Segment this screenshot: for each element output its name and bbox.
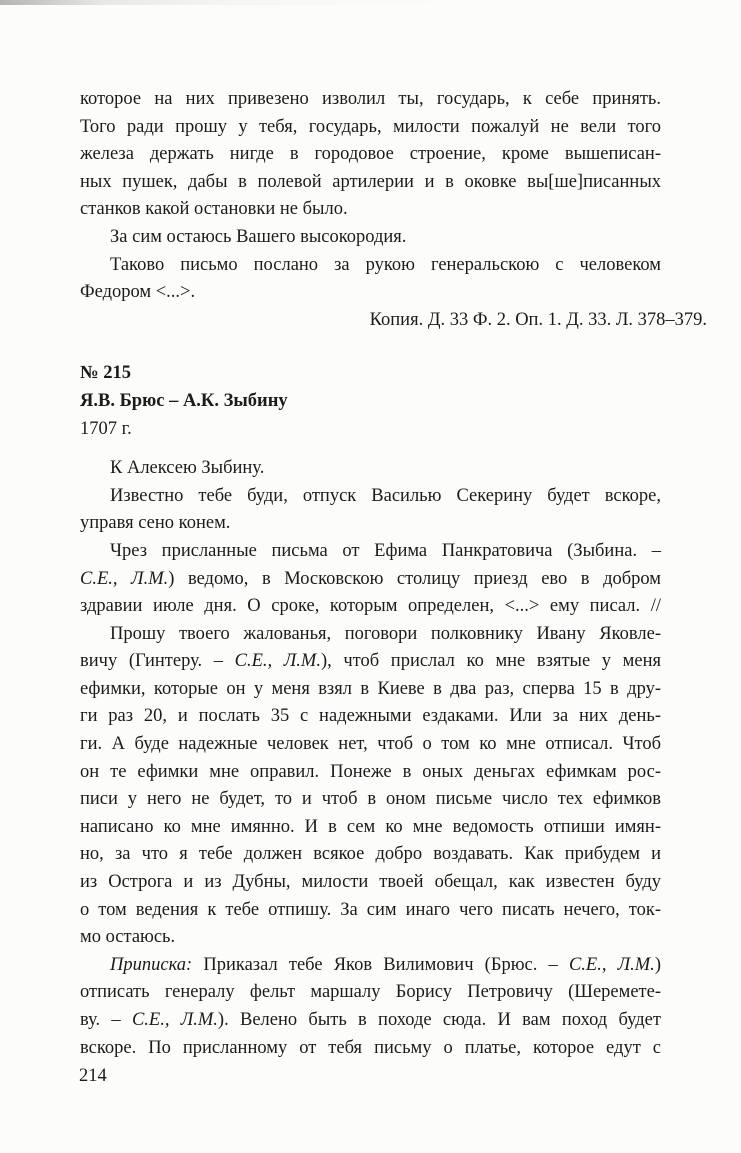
paragraph-chrez	[80, 538, 661, 621]
text-segment: отписать генералу фельт маршалу Борису Петровичу (Шеремете-	[80, 982, 661, 1003]
text-line	[80, 416, 661, 444]
text-line	[80, 510, 661, 538]
document-heading	[80, 360, 661, 443]
italic-text-segment: С.Е., Л.М.	[568, 954, 655, 975]
archive-reference	[80, 307, 707, 335]
italic-text-segment: Приписка:	[110, 954, 193, 975]
text-line	[80, 455, 661, 483]
text-line	[80, 648, 661, 676]
text-line	[80, 869, 661, 897]
text-line	[80, 86, 661, 114]
text-line	[80, 593, 661, 621]
italic-text-segment: С.Е., Л.М.	[80, 568, 169, 589]
text-line	[80, 566, 661, 594]
text-segment: вскоре. По присланному от тебя письму о платье, которое едут с	[80, 1037, 661, 1058]
text-line	[80, 731, 661, 759]
text-line	[80, 841, 661, 869]
text-segment: ефимки, которые он у меня взял в Киеве в два раз, сперва 15 в дру-	[80, 678, 661, 699]
text-segment: из Острога и из Дубны, милости твоей обещал, как известен буду	[80, 872, 661, 893]
text-segment: Того ради прошу у тебя, государь, милости пожалуй не вели того	[80, 116, 661, 137]
text-segment: Прошу твоего жалованья, поговори полковнику Ивану Яковле-	[110, 623, 661, 644]
text-line	[80, 786, 661, 814]
text-segment: он те ефимки мне оправил. Понеже в оных деньгах ефимкам рос-	[80, 761, 661, 782]
text-line	[80, 196, 661, 224]
text-line	[80, 307, 707, 335]
text-line	[80, 952, 661, 980]
text-segment: здравии июле дня. О сроке, которым определен, <...> ему писал. //	[80, 596, 661, 617]
text-segment: За сим остаюсь Вашего высокородия.	[110, 226, 407, 247]
text-line	[80, 814, 661, 842]
text-segment: К Алексею Зыбину.	[110, 458, 265, 479]
paragraph-letter-continuation	[80, 86, 661, 224]
text-segment: Известно тебе буди, отпуск Василью Секерину будет вскоре,	[110, 485, 661, 506]
text-segment: Чрез присланные письма от Ефима Панкратовича (Зыбина. –	[110, 540, 661, 561]
paragraph-note	[80, 252, 661, 307]
text-segment: ги. А буде надежные человек нет, чтоб о том ко мне отписал. Чтоб	[80, 734, 661, 755]
text-segment: 1707 г.	[80, 418, 132, 439]
text-segment: )	[654, 954, 661, 975]
text-line	[80, 169, 661, 197]
paragraph-izvestno	[80, 483, 661, 538]
text-segment: писи у него не будет, то и чтоб в оном письме число тех ефимков	[80, 789, 661, 810]
text-segment: станков какой остановки не было.	[80, 199, 348, 220]
text-area	[80, 86, 707, 1062]
text-segment: ву. –	[80, 1010, 132, 1030]
text-line	[80, 388, 661, 416]
text-line	[80, 676, 661, 704]
text-line	[80, 924, 661, 952]
paragraph-pripiska	[80, 952, 661, 1062]
text-segment: Федором <...>.	[80, 282, 196, 303]
text-line	[80, 1007, 661, 1035]
text-segment: о том ведения к тебе отпишу. За сим инаго чего писать нечего, ток-	[80, 899, 661, 920]
bold-text-segment: № 215	[80, 363, 131, 384]
text-line	[80, 252, 661, 280]
text-segment: Приказал тебе Яков Вилимович (Брюс. –	[192, 954, 569, 975]
paragraph-salutation	[80, 455, 661, 483]
text-segment: ных пушек, дабы в полевой артилерии и в оковке вы[ше]писанных	[80, 171, 661, 192]
scan-edge-artifact	[0, 0, 741, 5]
text-segment: ги раз 20, и послать 35 с надежными ездаками. Или за них день-	[80, 706, 661, 727]
text-segment: мо остаюсь.	[80, 927, 176, 948]
text-segment: Копия. Д. 33 Ф. 2. Оп. 1. Д. 33. Л. 378–379.	[369, 309, 707, 330]
text-line	[80, 1035, 661, 1063]
page-number: 214	[79, 1066, 107, 1086]
text-line	[80, 538, 661, 566]
text-line	[80, 703, 661, 731]
italic-text-segment: С.Е., Л.М.	[234, 651, 321, 672]
text-segment: ). Велено быть в походе сюда. И вам поход будет	[217, 1010, 661, 1030]
bold-text-segment: Я.В. Брюс – А.К. Зыбину	[80, 390, 288, 411]
text-line	[80, 114, 661, 142]
text-line	[80, 897, 661, 925]
text-line	[80, 979, 661, 1007]
text-segment: которое на них привезено изволил ты, государь, к себе принять.	[80, 89, 661, 109]
text-line	[80, 279, 661, 307]
paragraph-closing	[80, 224, 661, 252]
text-segment: но, за что я тебе должен всякое добро воздавать. Как прибудем и	[80, 844, 661, 865]
text-line	[80, 360, 661, 388]
text-line	[80, 483, 661, 511]
text-line	[80, 621, 661, 649]
text-segment: ), чтоб прислал ко мне взятые у меня	[320, 651, 662, 672]
text-line	[80, 224, 661, 252]
text-segment: управя сено конем.	[80, 513, 231, 534]
text-segment: написано ко мне имянно. И в сем ко мне ведомость отпиши имян-	[80, 816, 661, 837]
text-segment: вичу (Гинтеру. –	[80, 651, 235, 672]
italic-text-segment: С.Е., Л.М.	[131, 1010, 218, 1030]
text-segment: ) ведомо, в Московскою столицу приезд ево в добром	[168, 568, 661, 589]
paragraph-proshu	[80, 621, 661, 952]
text-segment: железа держать нигде в городовое строение, кроме вышеписан-	[80, 144, 661, 165]
text-line	[80, 759, 661, 787]
text-line	[80, 141, 661, 169]
text-segment: Таково письмо послано за рукою генеральскою с человеком	[110, 254, 661, 275]
